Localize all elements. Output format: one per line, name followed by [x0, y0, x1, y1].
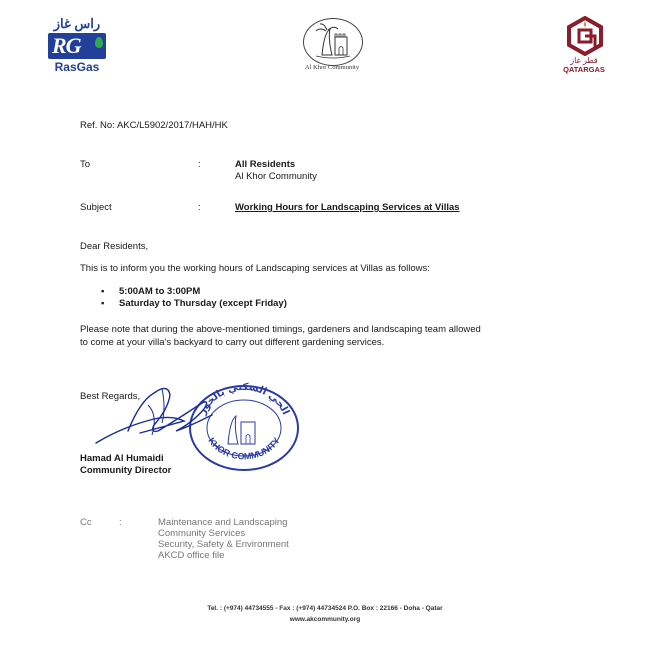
akc-emblem-icon [303, 18, 363, 66]
bullet-icon: ▪ [101, 298, 105, 309]
bullet-hours: 5:00AM to 3:00PM [119, 286, 201, 297]
intro-text: This is to inform you the working hours of Landscaping services at Villas as follows: [80, 263, 430, 274]
cc-line: Maintenance and Landscaping [158, 517, 288, 528]
footer-website: www.akcommunity.org [289, 616, 361, 623]
bullet-icon: ▪ [101, 286, 105, 297]
subject-label: Subject [80, 202, 112, 213]
reference-number: Ref. No: AKC/L5902/2017/HAH/HK [80, 120, 228, 131]
cc-colon: : [119, 517, 122, 528]
recipient-line-1: All Residents [235, 159, 296, 170]
rasgas-name: RasGas [54, 60, 100, 74]
qatargas-logo-icon [565, 16, 605, 61]
cc-line: Security, Safety & Environment [158, 539, 289, 550]
rasgas-drop-icon [95, 37, 103, 48]
qatargas-name: QATARGAS [563, 65, 605, 74]
rasgas-arabic-name: راس غاز [53, 16, 101, 31]
stamp-top-text: الحي السكني بالخور [197, 382, 291, 417]
note-line-1: Please note that during the above-mentioned timings, gardeners and landscaping team allowed [80, 324, 481, 335]
footer-contact: Tel. : (+974) 44734555 - Fax : (+974) 44734524 P.O. Box : 22166 - Doha - Qatar [207, 605, 443, 612]
note-line-2: to come at your villa’s backyard to carry out different gardening services. [80, 337, 385, 348]
community-name: Al Khor Community [304, 64, 360, 71]
qatargas-arabic-name: قطر غاز [570, 56, 598, 65]
closing-text: Best Regards, [80, 391, 141, 402]
rasgas-logo-mark: RG [52, 33, 81, 58]
subject-colon: : [198, 202, 201, 213]
cc-line: Community Services [158, 528, 246, 539]
recipient-line-2: Al Khor Community [235, 171, 317, 182]
signature-graphic [92, 375, 222, 460]
bullet-days: Saturday to Thursday (except Friday) [119, 298, 287, 309]
signer-name: Hamad Al Humaidi [80, 453, 164, 464]
to-label: To [80, 159, 91, 170]
cc-line: AKCD office file [158, 550, 225, 561]
signer-title: Community Director [80, 465, 172, 476]
to-colon: : [198, 159, 201, 170]
cc-label: Cc [80, 517, 92, 528]
salutation: Dear Residents, [80, 241, 149, 252]
stamp-bottom-text: KHOR COMMUNITY [206, 435, 282, 462]
subject-text: Working Hours for Landscaping Services at Villas [235, 202, 460, 213]
